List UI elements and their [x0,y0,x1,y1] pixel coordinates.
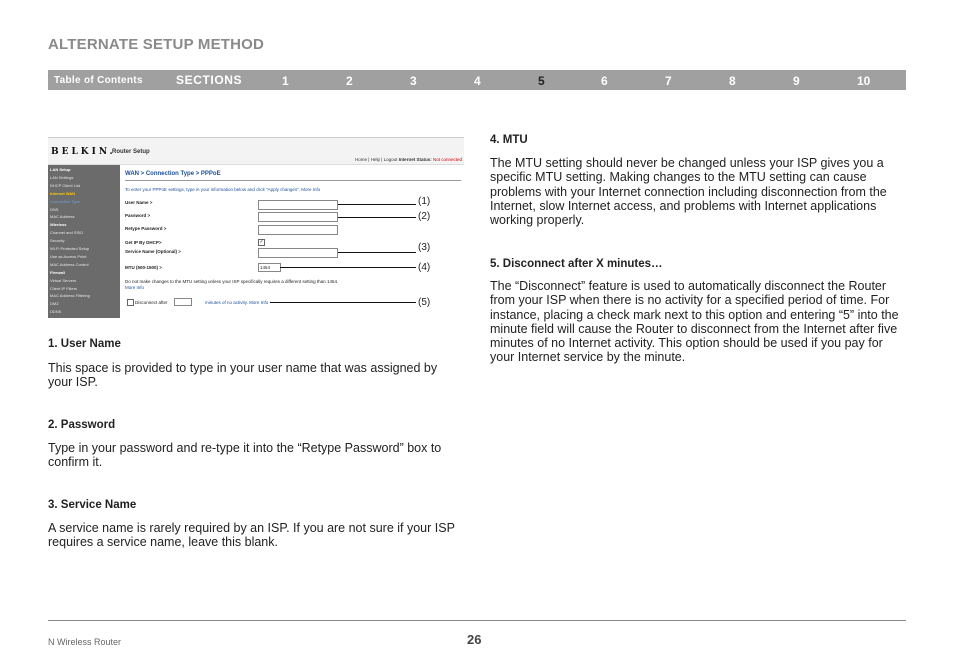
callout-4: (4) [418,262,431,273]
mtu-note: Do not make changes to the MTU setting unless your ISP specifically requires a different setting than 1454. [125,279,339,284]
footer-divider [48,620,906,621]
disconnect-label: Disconnect after [135,300,168,305]
router-sidebar-item[interactable]: MAC Address Control [50,261,89,267]
callout-5: (5) [418,297,431,308]
belkin-logo: BELKIN. [51,147,116,157]
callout-leader-5 [270,302,416,303]
retype-password-label: Retype Password > [125,226,167,231]
callout-leader-3 [338,252,416,253]
user-name-input[interactable] [258,200,338,210]
router-sidebar-item[interactable]: Firewall [50,269,65,275]
router-sidebar-item[interactable]: DHCP Client List [50,182,80,188]
disconnect-description: The “Disconnect” feature is used to automatically disconnect the Router from your ISP when there is no activity for a specified period of time. For instance, placing a check mark next to this option and entering “5” into the minute field will cause the Router to disconnect from the Internet after five minutes of no Internet activity. This option should be used if you pay for your Internet service by the minute. [490,279,899,365]
router-sidebar-item[interactable]: MAC Address Filtering [50,293,90,299]
disconnect-suffix: minutes of no activity. More Info [205,300,269,305]
user-name-heading: 1. User Name [48,338,121,350]
router-sidebar-item[interactable]: LAN Settings [50,174,74,180]
router-sidebar-item[interactable]: Virtual Servers [50,277,77,283]
service-name-heading: 3. Service Name [48,499,137,511]
service-name-description: A service name is rarely required by an ISP. If you are not sure if your ISP requires a service name, leave this blank. [48,521,455,550]
router-sidebar-item[interactable]: Wireless [50,222,67,228]
section-link-4[interactable]: 4 [474,74,481,88]
router-intro-text: To enter your PPPoE settings, type in your information below and click "Apply changes". More Info [125,187,321,192]
router-divider [125,180,461,181]
mtu-more-info-link[interactable]: More Info [125,285,145,290]
router-sidebar-item[interactable]: MAC Address [50,214,75,220]
mtu-description: The MTU setting should never be changed unless your ISP gives you a specific MTU setting. Making changes to the MTU setting can cause problems with your Internet connection including disconnection from the Internet, slow Internet access, and problems with Internet applications working properly. [490,156,887,228]
router-sidebar-item[interactable]: Channel and SSID [50,230,84,236]
callout-2: (2) [418,211,431,222]
password-description: Type in your password and re-type it into the “Retype Password” box to confirm it. [48,441,442,470]
router-sidebar-item[interactable]: Use as Access Point [50,253,87,259]
password-label: Password > [125,213,151,218]
user-name-description: This space is provided to type in your user name that was assigned by your ISP. [48,361,438,390]
password-input[interactable] [258,212,338,222]
callout-1: (1) [418,196,431,207]
router-sidebar-item[interactable]: DNS [50,206,59,212]
router-sidebar-item[interactable]: DDNS [50,309,62,315]
get-ip-dhcp-checkbox[interactable]: ✓ [259,239,264,245]
service-name-label: Service Name (Optional) > [125,249,181,254]
user-name-label: User Name > [125,200,153,205]
section-link-2[interactable]: 2 [346,74,353,88]
router-sidebar-item[interactable]: Client IP Filters [50,285,78,291]
disconnect-checkbox[interactable] [127,299,134,306]
router-sidebar-item[interactable]: Wi-Fi Protected Setup [50,246,90,251]
router-sidebar-item[interactable]: Security [50,238,65,244]
mtu-heading: 4. MTU [490,134,528,146]
router-sidebar-item[interactable]: Internet WAN [50,190,76,196]
router-sidebar-item[interactable]: DMZ [50,301,59,307]
router-breadcrumb: WAN > Connection Type > PPPoE [125,171,221,177]
section-link-6[interactable]: 6 [601,74,608,88]
callout-3: (3) [418,242,431,253]
sections-label: SECTIONS [176,73,243,87]
page-section-title: ALTERNATE SETUP METHOD [48,36,265,53]
section-link-10[interactable]: 10 [857,74,871,88]
section-link-1[interactable]: 1 [282,74,289,88]
callout-leader-2 [338,217,416,218]
section-nav-bar [48,70,906,90]
internet-status-label: Internet Status: [398,157,432,162]
disconnect-heading: 5. Disconnect after X minutes… [490,258,663,270]
get-ip-dhcp-label: Get IP By DHCP> [125,240,162,245]
router-sidebar-item[interactable]: Connection Type [50,198,80,204]
callout-leader-4 [280,267,416,268]
section-link-7[interactable]: 7 [665,74,672,88]
router-setup-screenshot [48,137,464,318]
disconnect-minutes-input[interactable] [174,298,192,306]
router-top-links [355,157,462,162]
section-link-8[interactable]: 8 [729,74,736,88]
router-nav-links: Home | Help | Logout [355,157,398,162]
router-sidebar-item[interactable]: LAN Setup [50,167,71,172]
footer-product-name: N Wireless Router [48,637,122,647]
mtu-label: MTU (500-1500) > [125,265,162,270]
password-heading: 2. Password [48,419,116,431]
table-of-contents-link[interactable]: Table of Contents [54,75,143,86]
section-link-9[interactable]: 9 [793,74,800,88]
service-name-input[interactable] [258,248,338,258]
retype-password-input[interactable] [258,225,338,235]
internet-status-value: Not connected [432,157,462,162]
section-link-5-active[interactable]: 5 [538,74,545,88]
section-link-3[interactable]: 3 [410,74,417,88]
callout-leader-1 [338,204,416,205]
page-number: 26 [467,632,482,647]
router-setup-title: Router Setup [112,149,150,155]
mtu-input[interactable]: 1454 [258,263,281,272]
